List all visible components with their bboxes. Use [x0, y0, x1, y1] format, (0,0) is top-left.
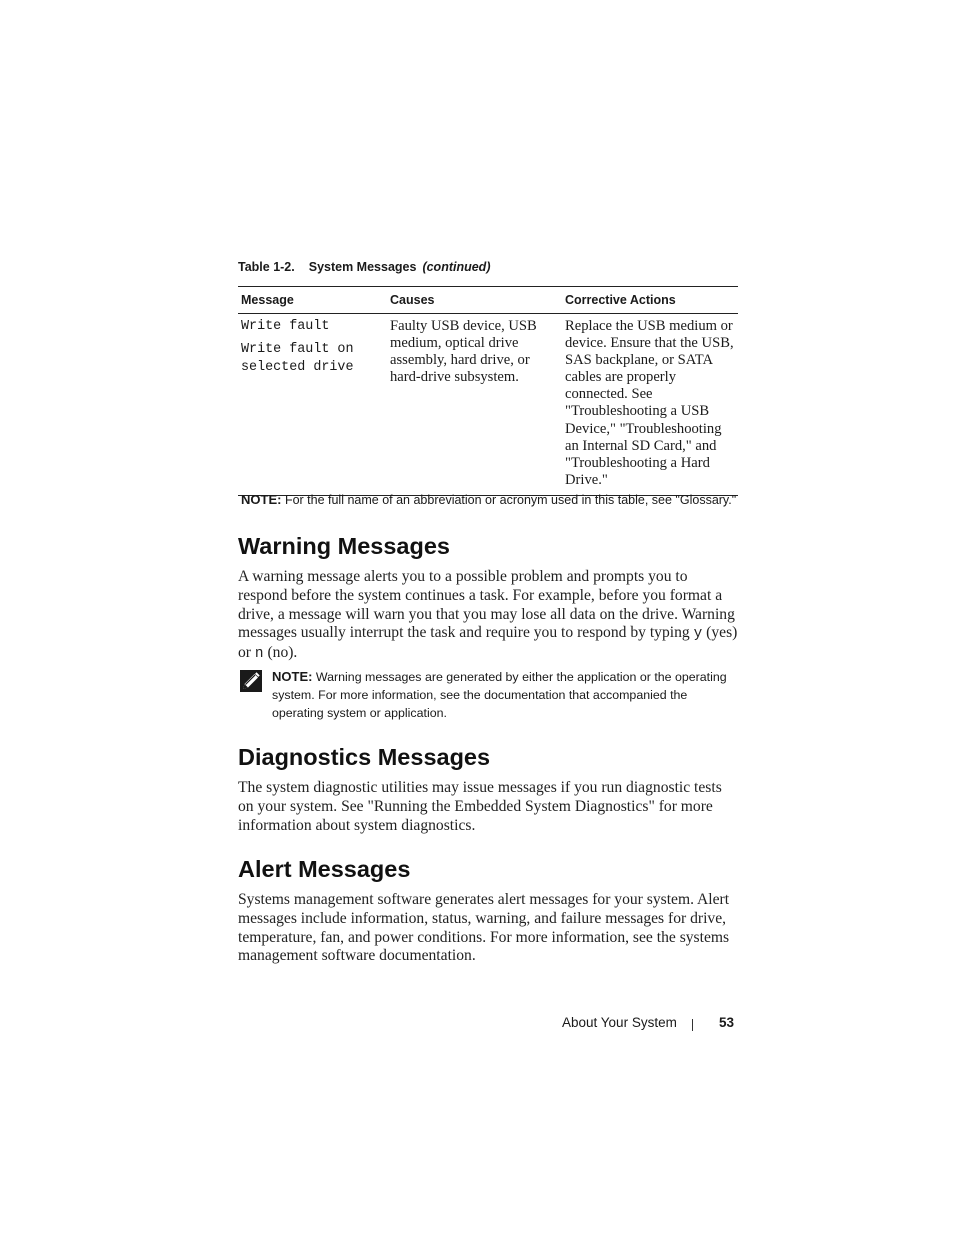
diagnostics-messages-heading: Diagnostics Messages	[238, 744, 491, 770]
footer-divider	[692, 1019, 693, 1031]
column-header-message: Message	[241, 293, 294, 307]
column-header-corrective-actions: Corrective Actions	[565, 293, 676, 307]
table-note	[241, 492, 741, 507]
table-note-label: NOTE:	[241, 492, 282, 507]
alert-messages-heading: Alert Messages	[238, 856, 411, 882]
message-write-fault-selected-drive: Write fault on selected drive	[241, 342, 354, 375]
alert-messages-paragraph: Systems management software generates alert messages for your system. Alert messages include information, status, warning, and failure messages for drive, temperature, fan, and power conditions. For more information, see the systems management software documentation.	[238, 891, 730, 965]
warning-messages-paragraph	[238, 568, 738, 664]
no-text: (no).	[267, 644, 298, 662]
warning-messages-heading: Warning Messages	[238, 533, 450, 559]
warning-note-body: Warning messages are generated by either the application or the operating system. For more information, see the documentation that accompanied the operating system or application.	[272, 670, 727, 720]
table-caption-number: Table 1-2.	[238, 260, 295, 274]
warning-note-text	[272, 668, 740, 722]
warning-paragraph-text: A warning message alerts you to a possible problem and prompts you to respond before the system continues a task. For example, before you format a drive, a message will warn you that you may lose all data on the drive. Warning messages usually interrupt the task and require you to respond by typing	[238, 568, 735, 642]
table-note-text: For the full name of an abbreviation or acronym used in this table, see "Glossary."	[284, 493, 737, 507]
message-write-fault: Write fault	[241, 319, 330, 334]
table-caption	[238, 260, 738, 274]
column-header-causes: Causes	[390, 293, 435, 307]
message-cell	[238, 318, 387, 489]
table-caption-title: System Messages	[308, 260, 417, 274]
corrective-actions-cell: Replace the USB medium or device. Ensure that the USB, SAS backplane, or SATA cables are properly connected. See "Troubleshooting a USB Device," "Troubleshooting an Internal SD Card," and "Troubleshooting a Hard Drive."	[565, 318, 734, 488]
key-yes: y	[693, 626, 703, 643]
table-row	[238, 314, 738, 495]
footer-section-title: About Your System	[562, 1015, 677, 1030]
table-header-row	[238, 287, 738, 314]
system-messages-table	[238, 286, 738, 496]
table-caption-continued: (continued)	[422, 260, 491, 274]
note-pencil-icon	[240, 670, 262, 692]
key-no: n	[254, 646, 264, 663]
causes-cell: Faulty USB device, USB medium, optical drive assembly, hard drive, or hard-drive subsystem.	[390, 318, 537, 386]
warning-note-label: NOTE:	[272, 669, 313, 684]
diagnostics-messages-paragraph: The system diagnostic utilities may issue messages if you run diagnostic tests on your system. See "Running the Embedded System Diagnostics" for more information about system diagnostics.	[238, 779, 722, 834]
page-number: 53	[719, 1015, 735, 1030]
yes-text: (yes) or	[238, 624, 738, 662]
